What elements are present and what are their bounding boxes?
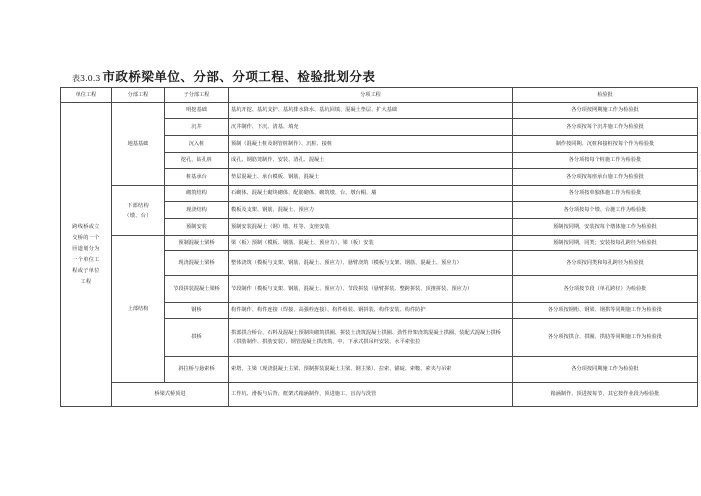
header-unit-project: 单位工程	[61, 88, 112, 103]
division-superstructure: 上部结构	[112, 236, 165, 383]
inspection-lot-cell: 预制按同期，安装按每个墩体施工作为检验批	[513, 219, 698, 236]
sub-division-cell: 现浇结构	[165, 202, 229, 219]
inspection-lot-cell: 预制按同期，同类；安装按每孔跨径为检验批	[513, 236, 698, 251]
sub-division-cell: 沉井	[165, 119, 229, 136]
sub-item-cell: 石砌体、混凝土砌块砌体、配筋砌体、砌筑墩、台、墩台帽、墙	[229, 186, 513, 202]
sub-item-cell: 节段制作（模板与支架、钢筋、混凝土、预应力）、节段拼装（悬臂拼装、整跨拼装、顶推拼装、预应力）	[229, 276, 513, 303]
inspection-lot-cell: 各分项按节段（单孔跨径）为检验批	[513, 276, 698, 303]
inspection-lot-cell: 各分项按同类和每孔跨径为检验批	[513, 251, 698, 276]
sub-item-cell: 基坑开挖、基坑支护、基坑排水降水、基坑回填、混凝土垫层、扩大基础	[229, 103, 513, 119]
sub-division-cell: 桩基承台	[165, 169, 229, 186]
division-foundation: 地基基础	[112, 103, 165, 186]
division-table	[60, 87, 698, 407]
inspection-lot-cell: 各分项按每座承台施工作为检验批	[513, 169, 698, 186]
sub-item-cell: 整体浇筑（模板与支架、钢筋、混凝土、预应力）、悬臂浇筑（模板与支架、钢筋、混凝土、预应力）	[229, 251, 513, 276]
substructure-text: 下部结构（墩、台）	[124, 202, 152, 219]
sub-division-cell: 斜拉桥与悬索桥	[165, 357, 229, 383]
division-substructure	[112, 186, 165, 236]
sub-division-cell: 拱桥	[165, 319, 229, 357]
sub-division-cell: 挖孔、钻孔桩	[165, 153, 229, 169]
table-row	[61, 236, 698, 251]
sub-item-cell: 沉井制作、下沉、清基、填充	[229, 119, 513, 136]
sub-item-cell: 拱部拱合桥台、石料及混凝土预制块砌筑拱圈、拼装土浇筑混凝土拱圈、劲性骨架浇筑混凝土拱圈、装配式混凝土拱桥（拱肋制作、拱肋安装）、钢管混凝土拱浇筑、中、下承式拱吊杆安装、水平索张拉	[229, 319, 513, 357]
inspection-lot-cell: 各分项按拱合、拱圈、拱肋等同期施工作为检验批	[513, 319, 698, 357]
table-row	[61, 186, 698, 202]
sub-division-cell: 砌筑结构	[165, 186, 229, 202]
unit-project-text: 跨线桥或立交桥的一个匝道划分为一个单位工程或子单位工程	[72, 223, 100, 285]
sub-division-cell: 预制安装	[165, 219, 229, 236]
sub-item-cell: 构件制作、构件连接（焊接、高强栓连接）、构件组装、钢拼装、构件安装、构件防护	[229, 303, 513, 319]
sub-division-cell: 沉入桩	[165, 136, 229, 153]
sub-division-cell: 明挖基础	[165, 103, 229, 119]
sub-division-cell: 现浇混凝土梁桥	[165, 251, 229, 276]
sub-division-cell: 节段拼装混凝土梁桥	[165, 276, 229, 303]
sub-item-cell: 梁（板）预制（模板、钢筋、混凝土、预应力）、梁（板）安装	[229, 236, 513, 251]
header-sub-division: 子分部工程	[165, 88, 229, 103]
table-title: 市政桥梁单位、分部、分项工程、检验批划分表	[102, 69, 376, 84]
sub-item-cell: 预制安装混凝土（钢）墩、柱等、支座安装	[229, 219, 513, 236]
inspection-lot-cell: 各分项按单独体施工作为检验批	[513, 186, 698, 202]
inspection-lot-cell: 各分项按同期施工作为检验批	[513, 357, 698, 383]
division-falsework: 桥梁式桥顶进	[112, 383, 229, 407]
table-row	[61, 383, 698, 407]
sub-item-cell: 工作坑、滑板与后背、框架式箱涵制作、顶进施工、盲沟与洗管	[229, 383, 513, 407]
inspection-lot-cell: 各分项按每个墩、台施工作为检验批	[513, 202, 698, 219]
inspection-lot-cell: 箱涵制作、顶进按每节，其它按作业段为检验批	[513, 383, 698, 407]
inspection-lot-cell: 制作按同期、沉桩和接桩按每个作为检验批	[513, 136, 698, 153]
inspection-lot-cell: 各分项按每个沉井施工作为检验批	[513, 119, 698, 136]
unit-project-cell	[61, 103, 112, 407]
table-caption	[72, 67, 375, 85]
sub-item-cell: 模板及支架、钢筋、混凝土、预应力	[229, 202, 513, 219]
header-sub-item: 分项工程	[229, 88, 513, 103]
sub-division-cell: 钢桥	[165, 303, 229, 319]
table-row	[61, 103, 698, 119]
sub-item-cell: 预制（混凝土桩及钢管桩制作）、沉桩、接桩	[229, 136, 513, 153]
sub-item-cell: 成孔、钢筋笼制作、安装、清孔、混凝土	[229, 153, 513, 169]
sub-item-cell: 索塔、主梁（现浇混凝土主梁、预制拼装混凝土主梁、钢主梁）、拉索、锚碇、索鞍、索夹与吊索	[229, 357, 513, 383]
header-inspection-lot: 检验批	[513, 88, 698, 103]
table-header-row	[61, 88, 698, 103]
header-division: 分部工程	[112, 88, 165, 103]
table-number: 表3.0.3	[72, 74, 101, 83]
sub-division-cell: 预制混凝土梁桥	[165, 236, 229, 251]
inspection-lot-cell: 各分项按钢桁、钢梁、钢拱等同期施工作为检验批	[513, 303, 698, 319]
sub-item-cell: 垫层混凝土、承台模板、钢筋、混凝土	[229, 169, 513, 186]
inspection-lot-cell: 各分项按每个桩施工作为检验批	[513, 153, 698, 169]
inspection-lot-cell: 各分项按网期施工作为检验批	[513, 103, 698, 119]
